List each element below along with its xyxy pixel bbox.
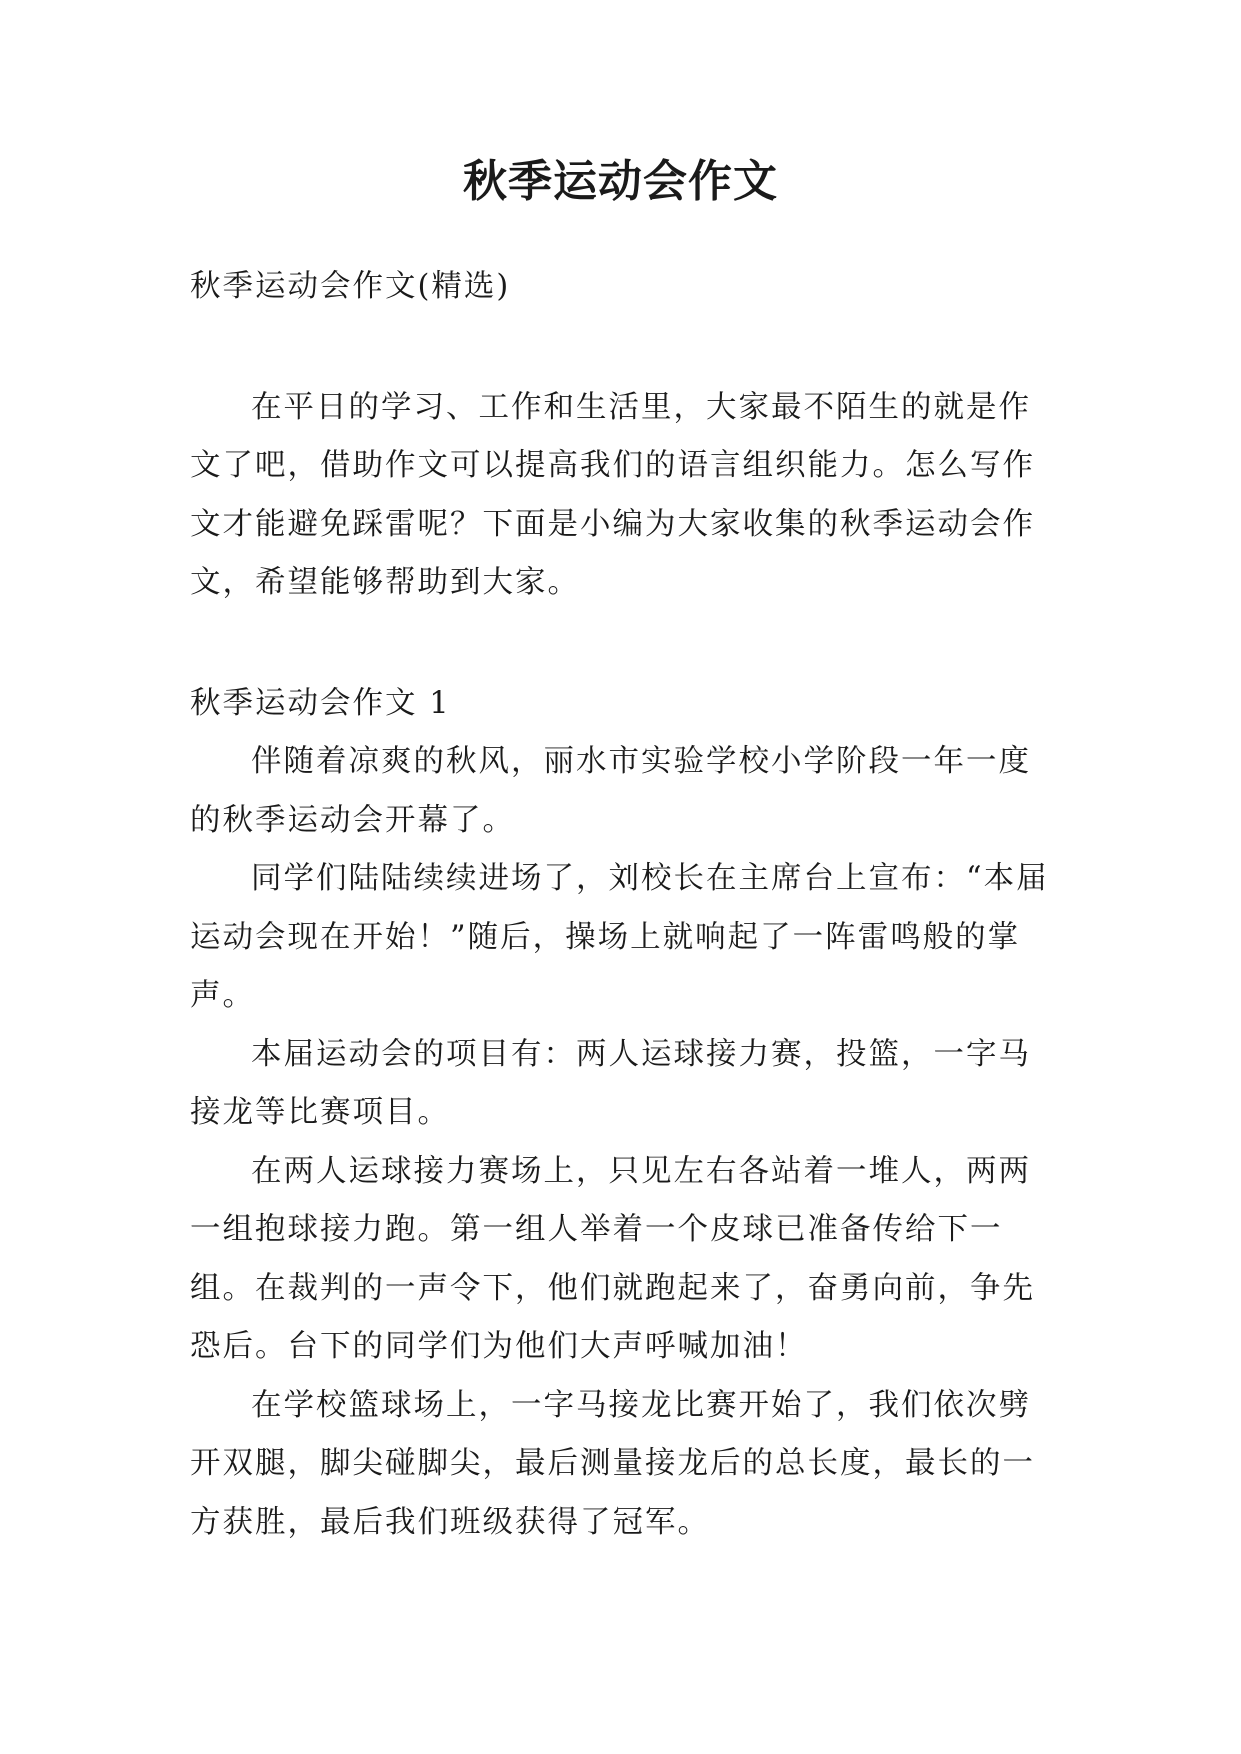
body-paragraph: 同学们陆陆续续进场了，刘校长在主席台上宣布：“本届运动会现在开始！”随后，操场上就响起了一阵雷鸣般的掌声。 xyxy=(190,861,1049,1013)
document-body xyxy=(190,258,1056,1552)
body-paragraph: 在两人运球接力赛场上，只见左右各站着一堆人，两两一组抱球接力跑。第一组人举着一个皮球已准备传给下一组。在裁判的一声令下，他们就跑起来了，奋勇向前，争先恐后。台下的同学们为他们大声呼喊加油！ xyxy=(190,1153,1035,1364)
body-paragraph: 在学校篮球场上，一字马接龙比赛开始了，我们依次劈开双腿，脚尖碰脚尖，最后测量接龙后的总长度，最长的一方获胜，最后我们班级获得了冠军。 xyxy=(190,1387,1035,1540)
body-paragraph: 伴随着凉爽的秋风，丽水市实验学校小学阶段一年一度的秋季运动会开幕了。 xyxy=(190,744,1031,838)
document-title: 秋季运动会作文 xyxy=(463,156,778,207)
document-subtitle: 秋季运动会作文(精选) xyxy=(190,269,511,304)
body-paragraph: 本届运动会的项目有：两人运球接力赛，投篮，一字马接龙等比赛项目。 xyxy=(190,1036,1031,1130)
intro-paragraph: 在平日的学习、工作和生活里，大家最不陌生的就是作文了吧，借助作文可以提高我们的语言组织能力。怎么写作文才能避免踩雷呢？下面是小编为大家收集的秋季运动会作文，希望能够帮助到大家。 xyxy=(190,389,1035,600)
section-title: 秋季运动会作文 1 xyxy=(190,685,451,721)
